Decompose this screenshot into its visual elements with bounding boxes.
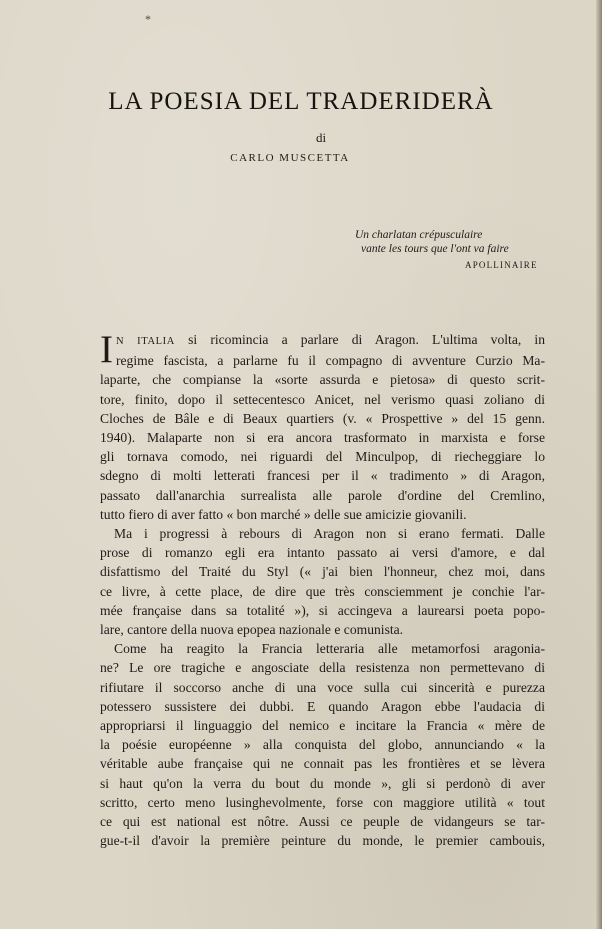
body-line: gue-t-il d'avoir la première peinture du monde, le premier cambouis, <box>100 833 545 849</box>
article-title: LA POESIA DEL TRADERIDERÀ <box>108 88 494 115</box>
epigraph-author: APOLLINAIRE <box>465 260 538 270</box>
body-line: tore, finito, dopo il settecentesco Anicet, nel verismo quasi zoliano di <box>100 391 545 407</box>
body-line: laparte, che compianse la «sorte assurda e pietosa» di questo scrit- <box>100 372 545 388</box>
epigraph-line-2: vante les tours que l'ont va faire <box>361 243 509 255</box>
epigraph-line-1: Un charlatan crépusculaire <box>355 229 483 241</box>
body-line: ce qui est national est nôtre. Aussi ce peuple de vidangeurs se tar- <box>100 814 545 830</box>
body-line: rifiutare il soccorso anche di una voce sulla cui sincerità e purezza <box>100 679 545 695</box>
body-line: 1940). Malaparte non si era ancora trasformato in marxista e forse <box>100 430 545 446</box>
byline-di: di <box>315 130 327 145</box>
body-line: ne? Le ore tragiche e angosciate della resistenza non permettevano di <box>100 660 545 676</box>
body-line: tutto fiero di aver fatto « bon marché » delle sue amicizie giovanili. <box>100 506 467 522</box>
body-line: ce livre, à cette place, de dire que très consciemment je conchie l'ar- <box>100 583 545 599</box>
body-line: disfattismo del Traité du Styl (« j'ai bien l'honneur, chez moi, dans <box>100 564 545 580</box>
body-line: sdegno di molti letterati francesi per il « tradimento » di Aragon, <box>100 468 545 484</box>
body-line: véritable aube française qui ne connait pas les frontières et se lèvera <box>100 756 545 772</box>
body-line: si haut qu'on la verra du bout du monde », gli si perdonò di aver <box>100 775 545 791</box>
body-line: Cloches de Bâle e di Beaux quartiers (v. « Prospettive » del 15 genn. <box>100 410 545 426</box>
body-line: Ma i progressi à rebours di Aragon non si erano fermati. Dalle <box>114 526 545 542</box>
drop-cap: I <box>100 328 113 371</box>
epigraph <box>355 228 550 256</box>
body-line: prose di romanzo egli era intanto passato ai versi d'amore, e dal <box>100 545 545 561</box>
article-body <box>100 330 545 850</box>
body-line: regime fascista, a parlarne fu il compagno di avventure Curzio Ma- <box>116 353 545 369</box>
body-line: lare, cantore della nuova epopea nazionale e comunista. <box>100 622 404 638</box>
body-line: potessero sussistere dei dubbi. E quando Aragon ebbe l'audacia di <box>100 698 545 714</box>
body-line: passato dall'anarchia surrealista alle parole d'ordine del Cremlino, <box>100 487 545 503</box>
body-line: appropriarsi il linguaggio del nemico e incitare la Francia « mère de <box>100 718 545 734</box>
author-name: CARLO MUSCETTA <box>230 152 350 164</box>
top-mark: * <box>145 12 151 26</box>
small-caps-opening: N ITALIA <box>116 336 175 347</box>
body-line: scritto, certo meno lusinghevolmente, forse con maggiore utilità « tout <box>100 794 545 810</box>
body-line: mée française dans sa totalité »), si accingeva a laurearsi poeta popo- <box>100 602 545 618</box>
body-line: N ITALIA si ricomincia a parlare di Aragon. L'ultima volta, in <box>116 332 545 347</box>
body-line: gli tornava comodo, nei riguardi del Minculpop, di riecheggiare lo <box>100 449 545 465</box>
body-line: Come ha reagito la Francia letteraria alle metamorfosi aragonia- <box>114 641 545 657</box>
body-line: la poésie européenne » alla conquista del globo, annunciando « la <box>100 737 545 753</box>
